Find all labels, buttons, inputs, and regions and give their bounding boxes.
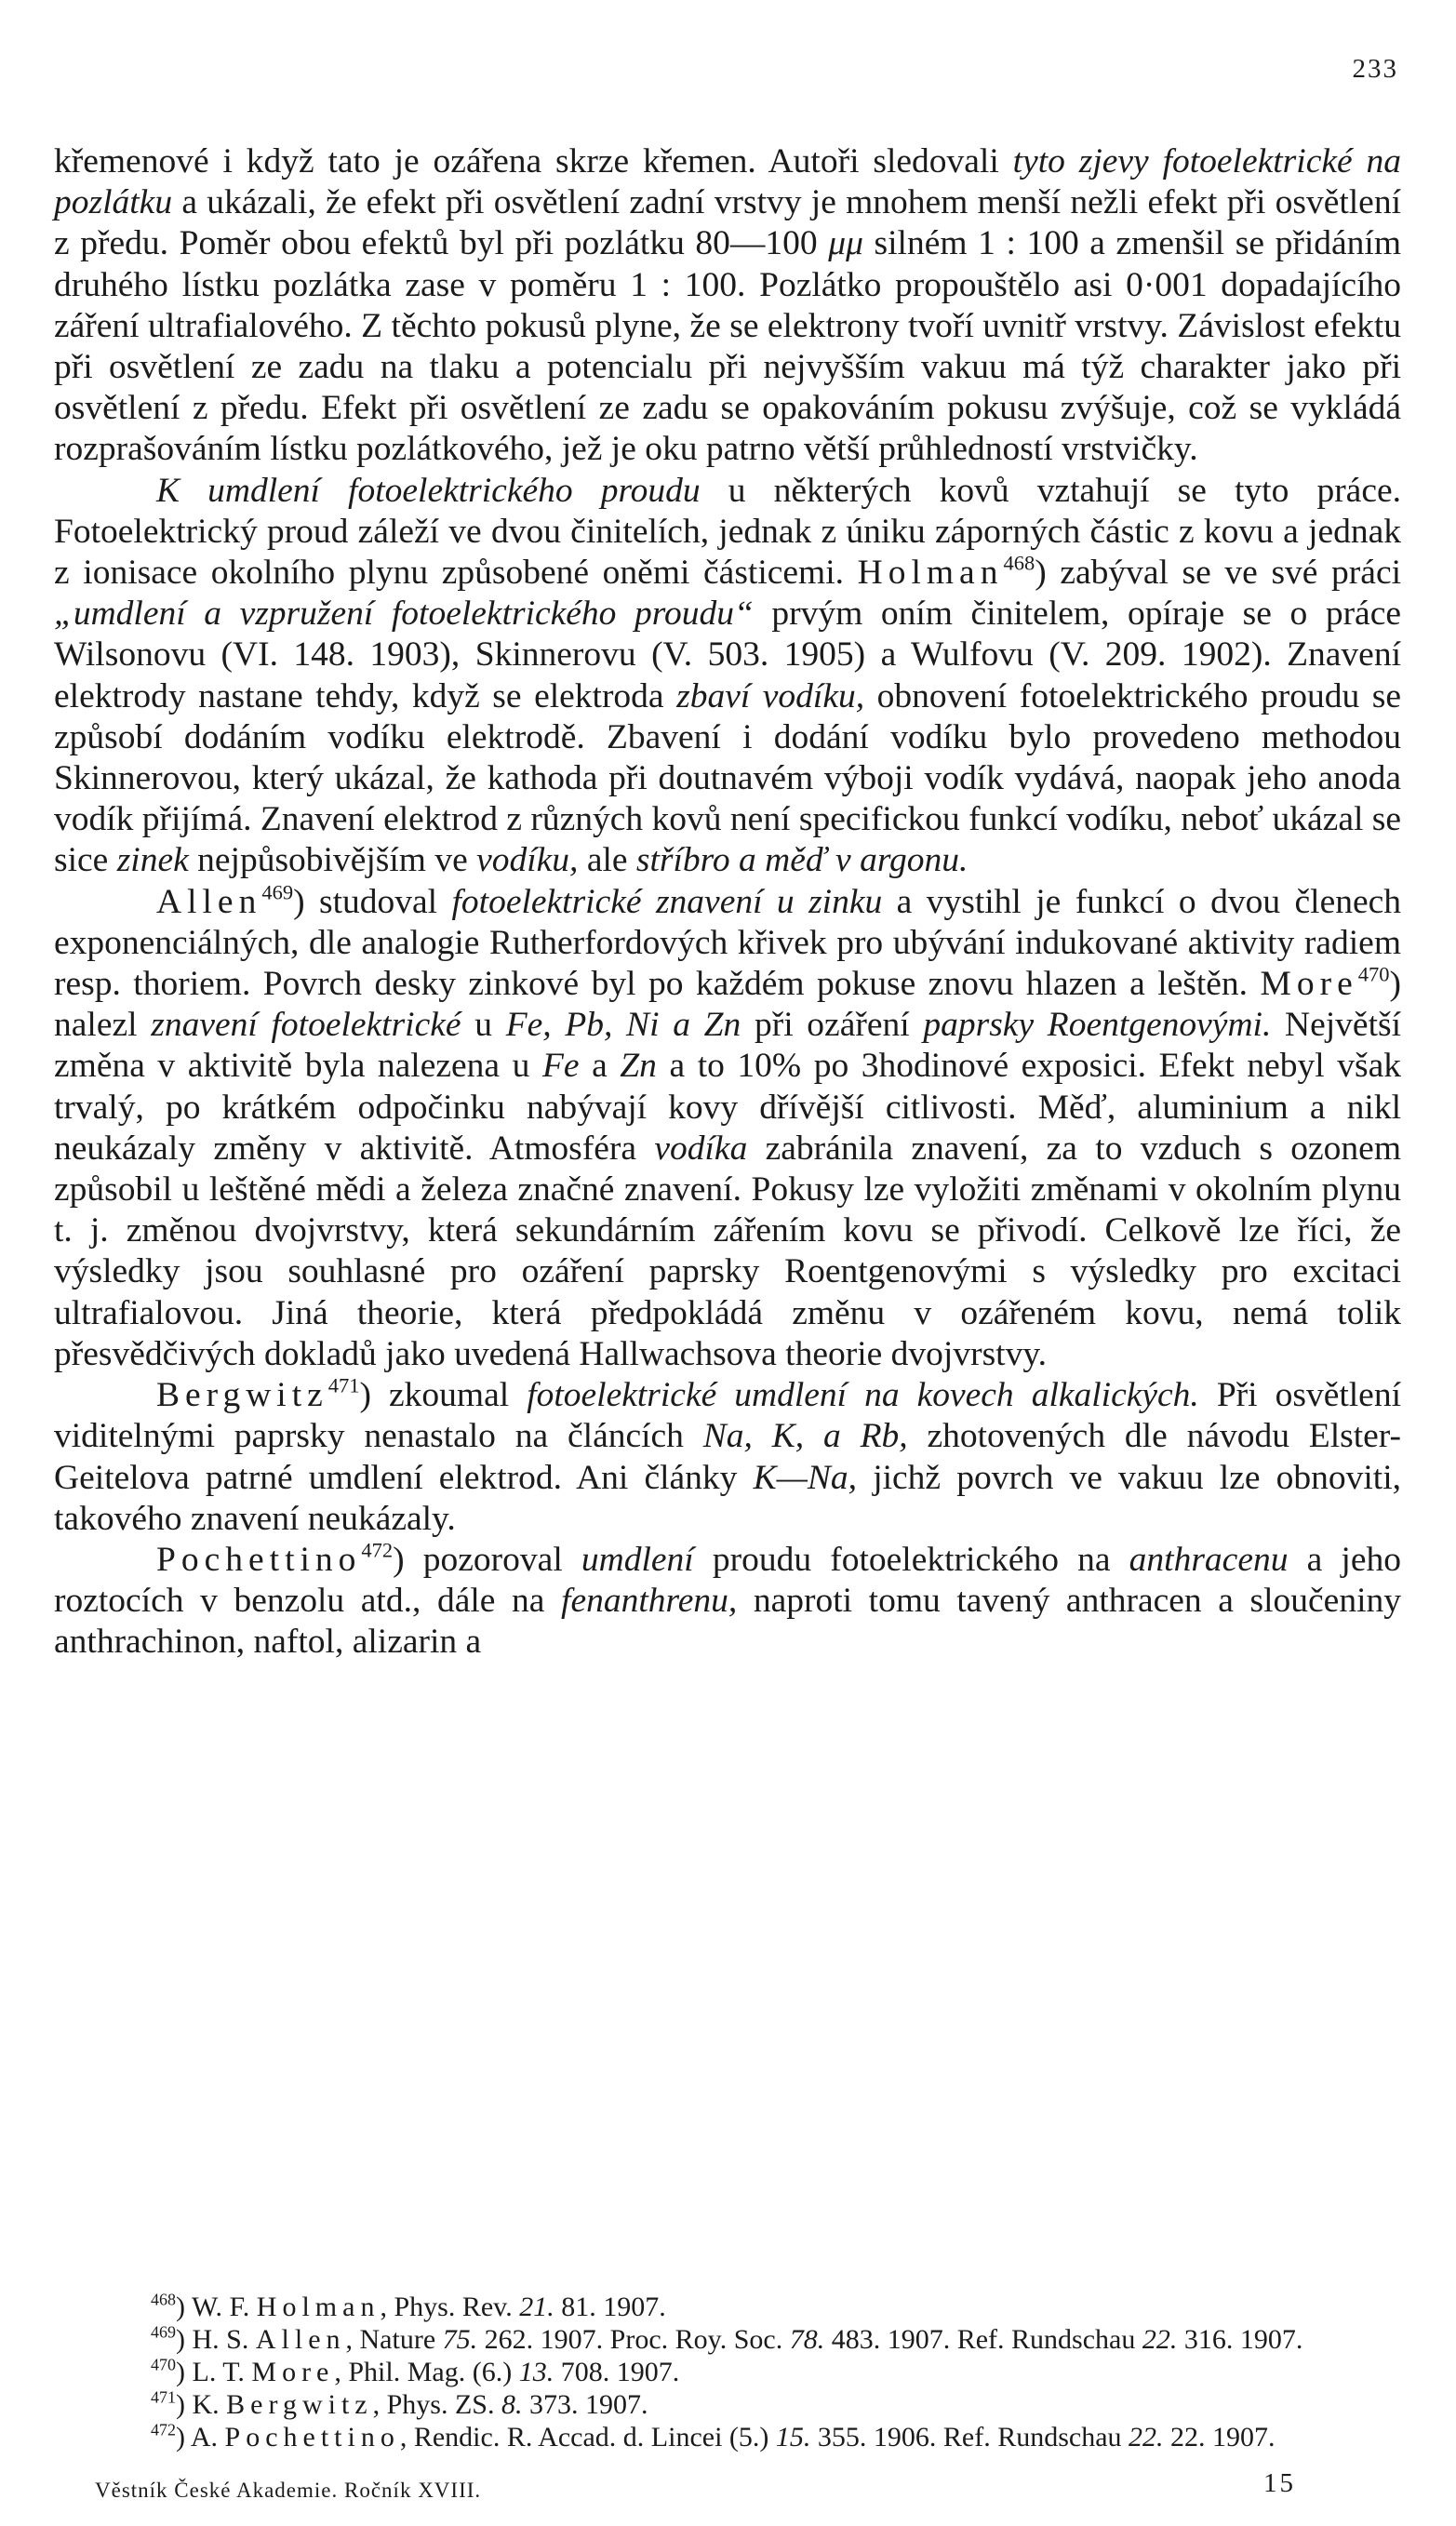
author-name: Holman [857, 554, 1004, 593]
emphasis-text: μμ [828, 224, 863, 263]
footnote: $^{469}$) H. S. Allen, Nature 75. 262. 1907. Proc. Roy. Soc. 78. 483. 1907. Ref. Rundschau 22. 316. 1907. [151, 2322, 1303, 2355]
emphasis-text: Zn [620, 1047, 657, 1086]
text-run: a [579, 1047, 621, 1086]
emphasis-text: stříbro a měď v argonu. [635, 841, 968, 880]
author-name: Allen [156, 882, 262, 921]
footnote-ref: 470 [1357, 962, 1390, 986]
author-name: Allen [255, 2324, 346, 2355]
text-run: 708. 1907. [554, 2357, 680, 2387]
paragraph [54, 882, 1401, 1375]
text-run: Největší změna v aktivitě byla nalezena u [54, 1006, 1401, 1086]
emphasis-text: zinek [116, 841, 189, 880]
footnote: $^{468}$) W. F. Holman, Phys. Rev. 21. 81. 1907. [151, 2290, 666, 2322]
footnote: $^{471}$) K. Bergwitz, Phys. ZS. 8. 373. 1907. [151, 2387, 648, 2420]
body-text [54, 141, 1401, 1664]
text-run: W. F. [191, 2292, 257, 2322]
author-name: Bergwitz [156, 1376, 328, 1415]
text-run: K. [192, 2389, 227, 2420]
emphasis-text: 15. [775, 2422, 811, 2452]
emphasis-text: 22. [1129, 2422, 1164, 2452]
text-run: a jeho roztocích v benzolu atd., dále na [54, 1540, 1401, 1621]
footnote-ref: 472 [361, 1538, 394, 1562]
emphasis-text: znavení fotoelektrické [151, 1006, 461, 1045]
text-run: , Rendic. R. Accad. d. Lincei (5.) [399, 2422, 776, 2452]
emphasis-text: umdlení [581, 1540, 694, 1579]
emphasis-text: fotoelektrické umdlení na kovech alkalických. [527, 1376, 1199, 1415]
emphasis-text: K umdlení fotoelektrického proudu [156, 471, 701, 510]
text-run: 22. 1907. [1163, 2422, 1276, 2452]
paragraph [54, 1540, 1401, 1664]
text-run: A. [190, 2422, 225, 2452]
emphasis-text: tyto zjevy fotoelektrické na pozlátku [54, 142, 1402, 222]
emphasis-text: paprsky Roentgenovými. [923, 1006, 1272, 1045]
emphasis-text: vodíku, [476, 841, 579, 880]
emphasis-text: 75. [442, 2324, 478, 2355]
emphasis-text: Fe, Pb, Ni a Zn [505, 1006, 741, 1045]
footnote-number: 468 [151, 2290, 176, 2309]
text-run: u některých kovů vztahují se tyto práce. Fotoelektrický proud záleží ve dvou činitelích, jednak z úniku záporných částic z kovu a jednak z ionisace okolního plynu způsobené oněmi částicemi. [54, 471, 1401, 593]
text-run: prvým oním činitelem, opíraje se o práce Wilsonovu (VI. 148. 1903), Skinnerovu (V. 503. 1905) a Wulfovu (V. 209. 1902). Znavení elektrody nastane tehdy, když se elektroda [54, 595, 1401, 715]
text-run: zhotovených dle návodu Elster-Geitelova patrné umdlení elektrod. Ani články [54, 1417, 1402, 1497]
footnote-number: 470 [151, 2355, 176, 2374]
footnote-ref: 471 [327, 1373, 360, 1397]
emphasis-text: vodíka [654, 1129, 748, 1168]
text-run: při ozáření [741, 1006, 924, 1045]
paragraph [54, 141, 1401, 471]
emphasis-text: 13. [518, 2357, 554, 2387]
text-run: 316. 1907. [1177, 2324, 1303, 2355]
author-name: Holman [256, 2292, 381, 2322]
text-run: 373. 1907. [522, 2389, 648, 2420]
text-run: ale [578, 841, 636, 880]
text-run: Při osvětlení viditelnými paprsky nenastalo na článcích [54, 1376, 1401, 1456]
footnote-ref: 468 [1003, 551, 1035, 575]
emphasis-text: Fe [541, 1047, 580, 1086]
emphasis-text: Na, K, a Rb, [702, 1417, 908, 1456]
text-run: proudu fotoelektrického na [693, 1540, 1129, 1579]
text-run: 262. 1907. Proc. Roy. Soc. [477, 2324, 790, 2355]
text-run: ) zkoumal [359, 1376, 528, 1415]
emphasis-text: zbaví vodíku, [676, 676, 865, 715]
text-run: , Phys. ZS. [372, 2389, 501, 2420]
footnotes [54, 2291, 1401, 2453]
text-run: naproti tomu tavený anthracen a sloučeniny anthrachinon, naftol, alizarin a [54, 1582, 1401, 1662]
emphasis-text: fenanthrenu, [561, 1582, 738, 1621]
text-run: ) nalezl [54, 965, 1401, 1045]
paragraph [54, 471, 1401, 882]
text-run: 355. 1906. Ref. Rundschau [810, 2422, 1129, 2452]
text-run: silném 1 : 100 a zmenšil se přidáním druhého lístku pozlátka zase v poměru 1 : 100. Pozlátko propouštělo asi 0·001 dopadajícího záření ultrafialového. Z těchto pokusů plyne, že se elektrony tvoří uvnitř vrstvy. Závislost efektu při osvětlení ze zadu na tlaku a potencialu při nejvyšším vakuu má týž charakter jako při osvětlení z předu. Efekt při osvětlení ze zadu se opakováním pokusu zvýšuje, což se vykládá rozprašováním lístku pozlátkového, jež je oku patrno větší průhledností vrstvičky. [54, 224, 1401, 469]
text-run: 483. 1907. Ref. Rundschau [824, 2324, 1142, 2355]
journal-footer: Věstník České Akademie. Ročník XVIII. [95, 2479, 482, 2502]
author-name: Bergwitz [226, 2389, 373, 2420]
footnote-ref: 469 [261, 880, 294, 904]
text-run: nejpůsobivějším ve [188, 841, 477, 880]
footnote-number: 469 [151, 2322, 176, 2342]
signature-mark: 15 [1263, 2468, 1296, 2498]
text-run: ) pozoroval [393, 1540, 581, 1579]
emphasis-text: 21. [519, 2292, 554, 2322]
author-name: More [1260, 965, 1358, 1004]
text-run: křemenové i když tato je ozářena skrze křemen. Autoři sledovali [54, 142, 1013, 180]
text-run: ) studoval [293, 882, 452, 921]
text-run: a vystihl je funkcí o dvou členech exponenciálných, dle analogie Rutherfordových křivek pro ubývání indukované aktivity radiem resp. thoriem. Povrch desky zinkové byl po každém pokuse znovu hlazen a leštěn. [54, 882, 1402, 1004]
emphasis-text: 78. [789, 2324, 825, 2355]
text-run: , Nature [345, 2324, 443, 2355]
text-run: H. S. [192, 2324, 256, 2355]
emphasis-text: 22. [1142, 2324, 1178, 2355]
text-run: obnovení fotoelektrického proudu se způsobí dodáním vodíku elektrodě. Zbavení i dodání vodíku bylo provedeno methodou Skinnerovou, který ukázal, že kathoda při doutnavém výboji vodík vydává, naopak jeho anoda vodík přijímá. Znavení elektrod z různých kovů není specifickou funkcí vodíku, neboť ukázal se sice [54, 676, 1401, 880]
emphasis-text: 8. [501, 2389, 523, 2420]
text-run: a ukázali, že efekt při osvětlení zadní vrstvy je mnohem menší nežli efekt při osvětlení z předu. Poměr obou efektů byl při pozlátku 80—100 [54, 183, 1401, 263]
author-name: More [251, 2357, 335, 2387]
paragraph [54, 1375, 1401, 1540]
text-run: L. T. [192, 2357, 252, 2387]
text-run: u [461, 1006, 506, 1045]
text-run: 81. 1907. [554, 2292, 666, 2322]
footnote-number: 471 [151, 2387, 176, 2407]
text-run: ) zabýval se ve své práci [1035, 554, 1402, 593]
emphasis-text: anthracenu [1129, 1540, 1289, 1579]
emphasis-text: K—Na, [753, 1458, 858, 1497]
footnote: $^{472}$) A. Pochettino, Rendic. R. Accad. d. Lincei (5.) 15. 355. 1906. Ref. Rundschau 22. 22. 1907. [151, 2420, 1276, 2452]
text-run: , Phil. Mag. (6.) [334, 2357, 519, 2387]
text-run: , Phys. Rev. [380, 2292, 520, 2322]
author-name: Pochettino [156, 1540, 362, 1579]
footnote-number: 472 [151, 2420, 176, 2439]
text-run: a to 10% po 3hodinové exposici. Efekt nebyl však trvalý, po krátkém odpočinku nabývají kovy dřívější citlivosti. Měď, aluminium a nikl neukázaly změny v aktivitě. Atmosféra [54, 1047, 1401, 1168]
text-run: zabránila znavení, za to vzduch s ozonem způsobil u leštěné mědi a železa značné znavení. Pokusy lze vyložiti změnami v okolním plynu t. j. změnou dvojvrstvy, která sekundárním zářením kovu se přivodí. Celkově lze říci, že výsledky jsou souhlasné pro ozáření paprsky Roentgenovými s výsledky pro excitaci ultrafialovou. Jiná theorie, která předpokládá změnu v ozářeném kovu, nemá tolik přesvědčivých dokladů jako uvedená Hallwachsova theorie dvojvrstvy. [54, 1129, 1401, 1373]
author-name: Pochettino [224, 2422, 400, 2452]
footnote: $^{470}$) L. T. More, Phil. Mag. (6.) 13. 708. 1907. [151, 2355, 680, 2387]
emphasis-text: „umdlení a vzpružení fotoelektrického proudu“ [54, 595, 754, 634]
page-number: 233 [1352, 54, 1398, 84]
emphasis-text: fotoelektrické znavení u zinku [451, 882, 883, 921]
text-run: jichž povrch ve vakuu lze obnoviti, takového znavení neukázaly. [54, 1458, 1402, 1538]
